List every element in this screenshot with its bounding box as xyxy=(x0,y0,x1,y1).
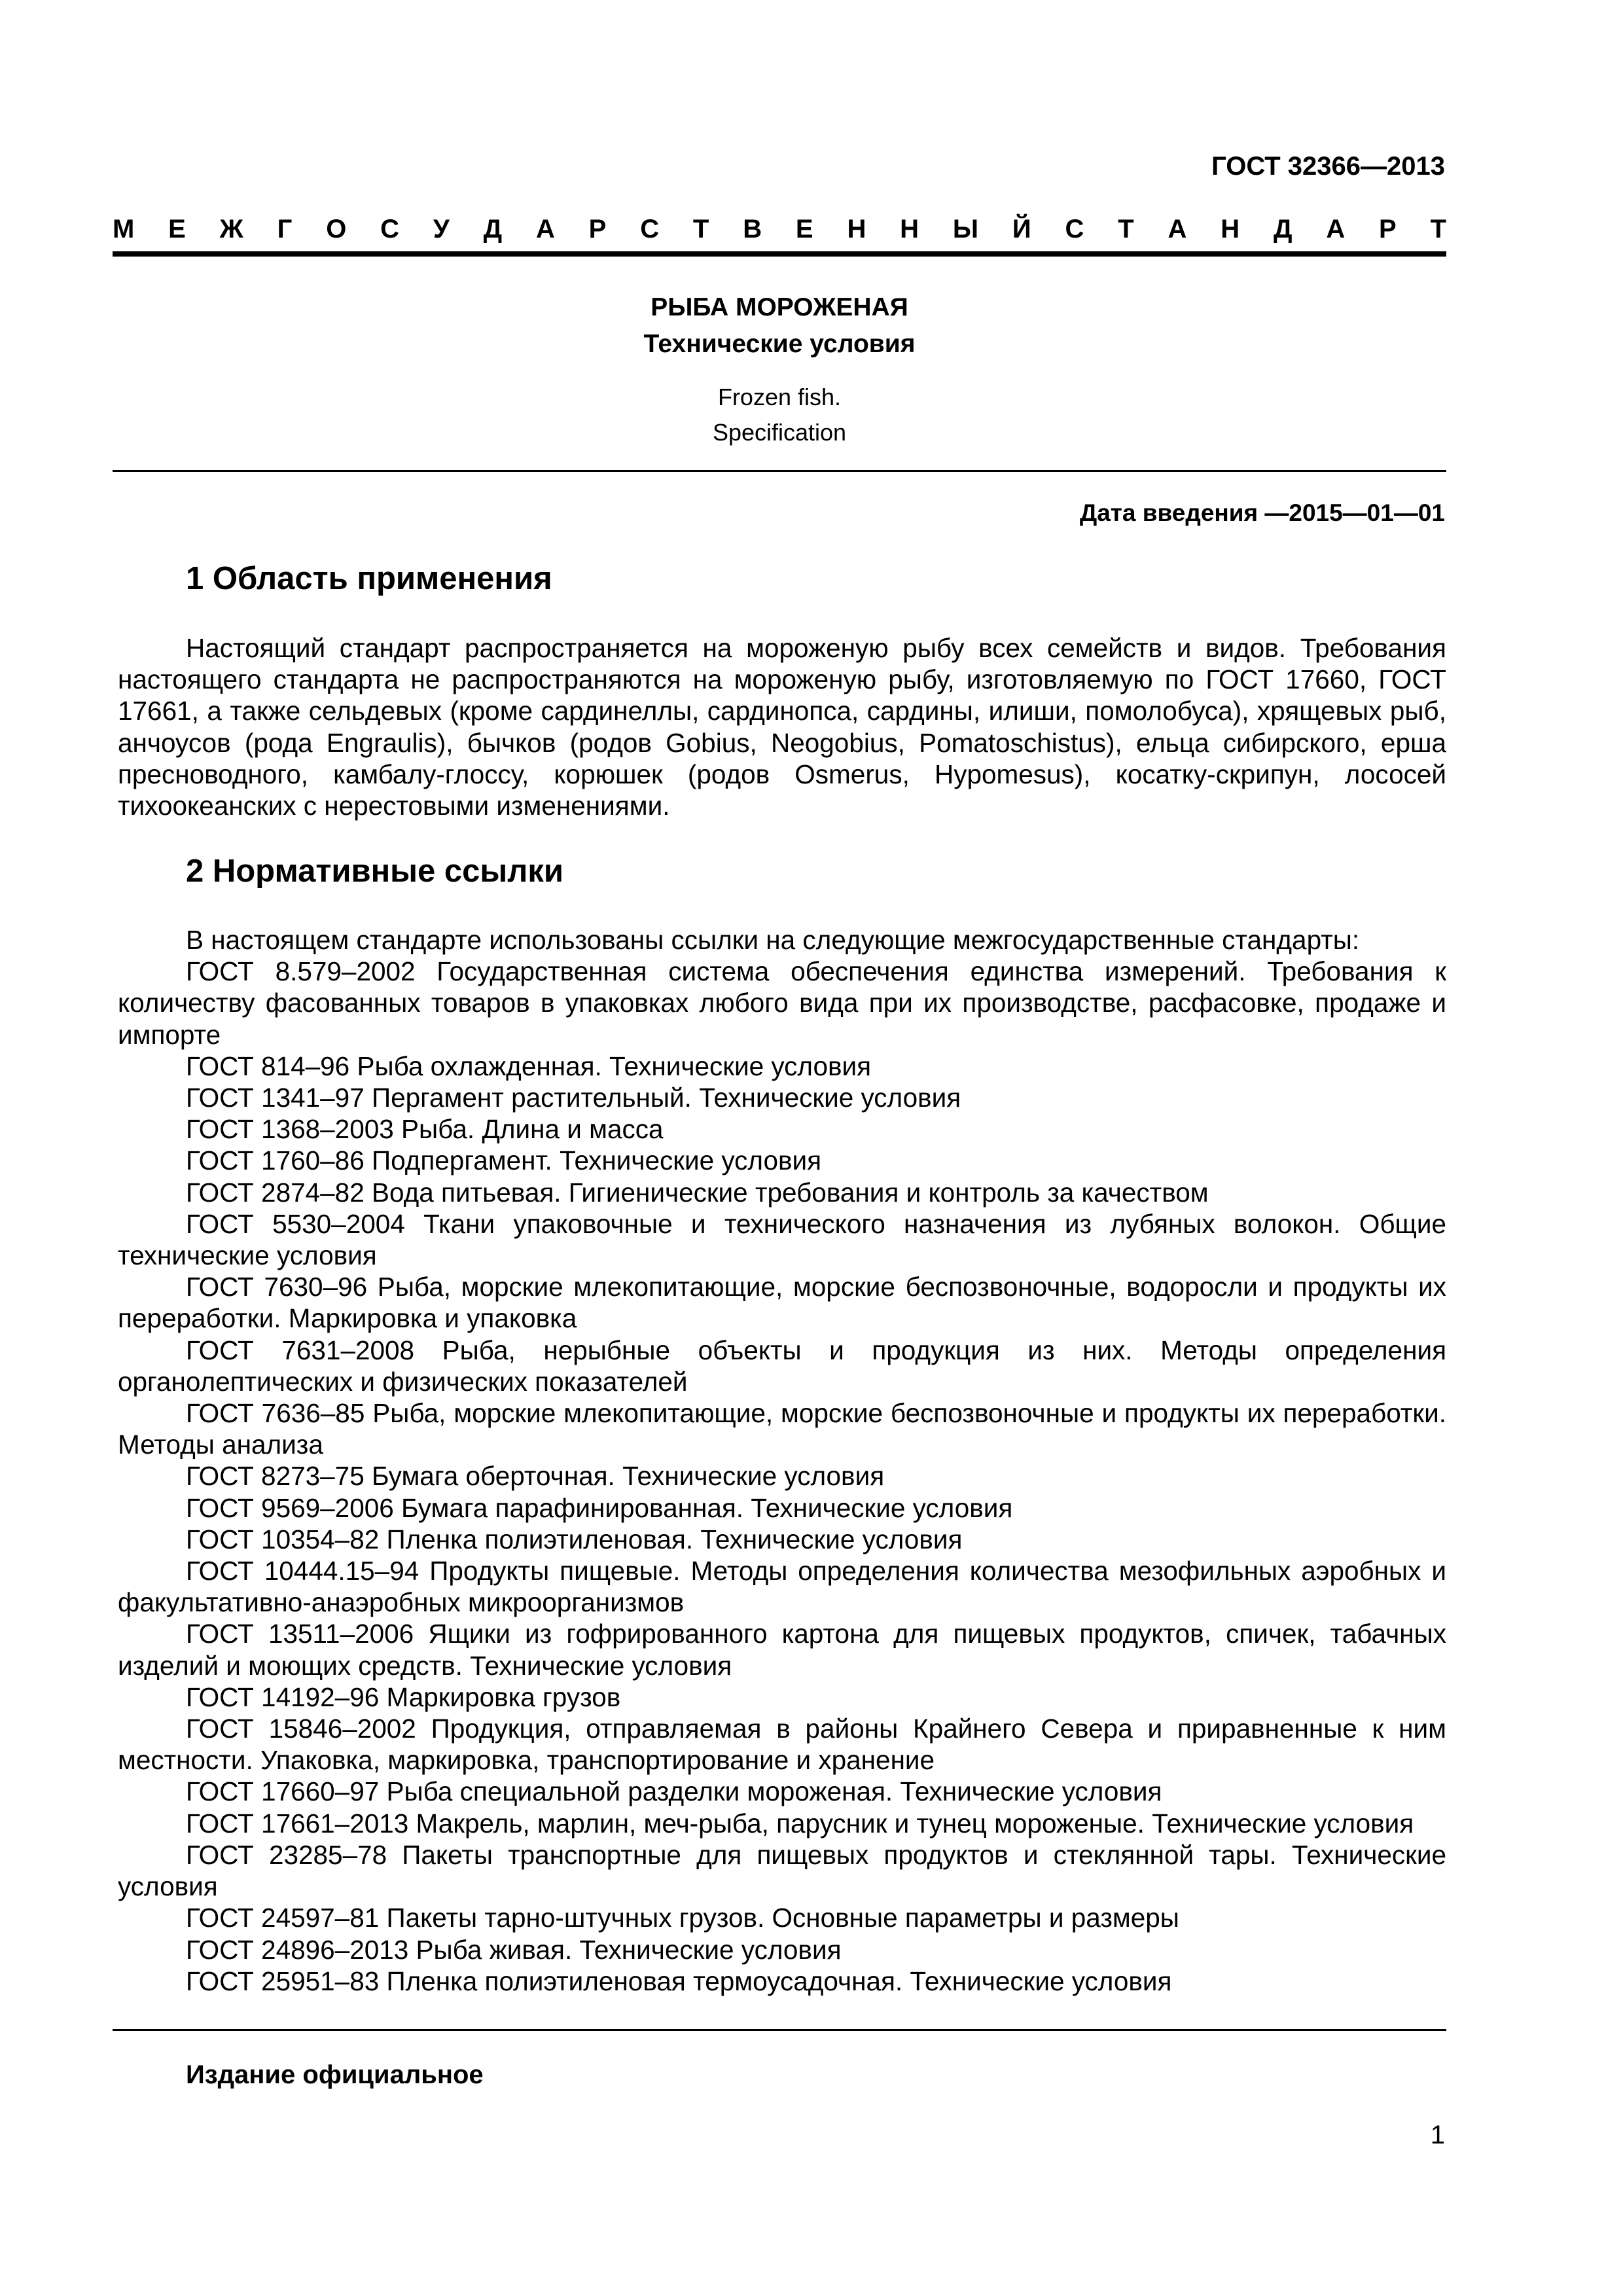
reference-item: ГОСТ 8273–75 Бумага оберточная. Технические условия xyxy=(186,1461,885,1492)
reference-item: ГОСТ 814–96 Рыба охлажденная. Технические условия xyxy=(186,1050,872,1081)
references-intro: В настоящем стандарте использованы ссылки на следующие межгосударственные стандарты: xyxy=(186,925,1360,955)
official-edition-label: Издание официальное xyxy=(186,2060,484,2089)
interstate-standard-label: М Е Ж Г О С У Д А Р С Т В Е Н Н Ы Й С Т А Н Д А Р Т xyxy=(113,215,1446,243)
title-english xyxy=(113,380,1446,450)
header-rule xyxy=(113,251,1446,257)
reference-item: ГОСТ 25951–83 Пленка полиэтиленовая термоусадочная. Технические условия xyxy=(186,1965,1172,1996)
title-main: РЫБА МОРОЖЕНАЯ xyxy=(651,293,908,321)
footer-rule xyxy=(113,2029,1446,2031)
reference-item: ГОСТ 17660–97 Рыба специальной разделки мороженая. Технические условия xyxy=(186,1776,1162,1807)
reference-item: ГОСТ 9569–2006 Бумага парафинированная. Технические условия xyxy=(186,1492,1013,1523)
references-list xyxy=(118,924,1446,1997)
reference-item: ГОСТ 7636–85 Рыба, морские млекопитающие, морские беспозвоночные и продукты их переработки. Методы анализа xyxy=(118,1398,1446,1460)
reference-item: ГОСТ 17661–2013 Макрель, марлин, меч-рыба, парусник и тунец мороженые. Технические условия xyxy=(186,1808,1414,1839)
section-1-body xyxy=(118,632,1446,821)
scope-paragraph: Настоящий стандарт распространяется на мороженую рыбу всех семейств и видов. Требования настоящего стандарта не распространяются на мороженую рыбу, изготовляемую по ГОСТ 17660, ГОСТ 17661, а также сельдевых (кроме сардинеллы, сардинопса, сардины, илиши, помолобуса), хрящевых рыб, анчоусов (рода Engraulis), бычков (родов Gobius, Neogobius, Pomatoschistus), ельца сибирского, ерша пресноводного, камбалу-глоссу, корюшек (родов Osmerus, Hypomesus), косатку-скрипун, лососей тихоокеанских с нерестовыми изменениями. xyxy=(118,633,1446,821)
section-1-heading: 1 Область применения xyxy=(186,561,552,596)
section-2-heading: 2 Нормативные ссылки xyxy=(186,853,563,889)
reference-item: ГОСТ 1368–2003 Рыба. Длина и масса xyxy=(186,1114,664,1145)
reference-item: ГОСТ 15846–2002 Продукция, отправляемая в районы Крайнего Севера и приравненные к ним местности. Упаковка, маркировка, транспортирование и хранение xyxy=(118,1713,1446,1776)
title-subtitle: Технические условия xyxy=(643,330,916,358)
reference-item: ГОСТ 1760–86 Подпергамент. Технические условия xyxy=(186,1145,822,1176)
title-rule xyxy=(113,470,1446,472)
reference-item: ГОСТ 8.579–2002 Государственная система обеспечения единства измерений. Требования к количеству фасованных товаров в упаковках любого вида при их производстве, расфасовке, продаже и импорте xyxy=(118,956,1446,1050)
reference-item: ГОСТ 2874–82 Вода питьевая. Гигиенические требования и контроль за качеством xyxy=(186,1177,1209,1208)
reference-item: ГОСТ 5530–2004 Ткани упаковочные и технического назначения из лубяных волокон. Общие технические условия xyxy=(118,1208,1446,1271)
title-russian xyxy=(113,289,1446,363)
introduction-date: Дата введения —2015—01—01 xyxy=(1079,499,1445,526)
title-en-subtitle: Specification xyxy=(712,419,847,446)
reference-item: ГОСТ 13511–2006 Ящики из гофрированного картона для пищевых продуктов, спичек, табачных изделий и моющих средств. Технические условия xyxy=(118,1619,1446,1681)
reference-item: ГОСТ 1341–97 Пергамент растительный. Технические условия xyxy=(186,1083,961,1113)
reference-item: ГОСТ 24597–81 Пакеты тарно-штучных грузов. Основные параметры и размеры xyxy=(186,1903,1179,1933)
page-number: 1 xyxy=(1430,2121,1445,2149)
reference-item: ГОСТ 24896–2013 Рыба живая. Технические условия xyxy=(186,1934,842,1965)
reference-item: ГОСТ 7630–96 Рыба, морские млекопитающие, морские беспозвоночные, водоросли и продукты их переработки. Маркировка и упаковка xyxy=(118,1272,1446,1334)
document-number: ГОСТ 32366—2013 xyxy=(1211,152,1445,181)
reference-item: ГОСТ 7631–2008 Рыба, нерыбные объекты и продукция из них. Методы определения органолептических и физических показателей xyxy=(118,1335,1446,1397)
reference-item: ГОСТ 23285–78 Пакеты транспортные для пищевых продуктов и стеклянной тары. Технические условия xyxy=(118,1839,1446,1902)
title-en-main: Frozen fish. xyxy=(717,384,842,410)
reference-item: ГОСТ 10354–82 Пленка полиэтиленовая. Технические условия xyxy=(186,1524,963,1554)
reference-item: ГОСТ 14192–96 Маркировка грузов xyxy=(186,1681,621,1712)
reference-item: ГОСТ 10444.15–94 Продукты пищевые. Методы определения количества мезофильных аэробных и факультативно-анаэробных микроорганизмов xyxy=(118,1556,1446,1618)
